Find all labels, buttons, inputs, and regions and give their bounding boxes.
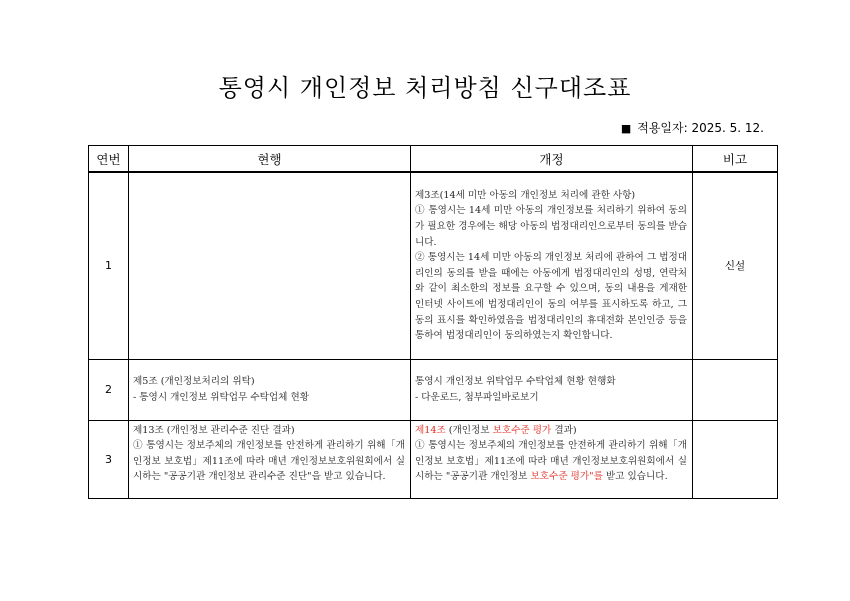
square-bullet-icon: ■ — [620, 122, 632, 135]
note-cell: 신설 — [693, 172, 778, 359]
comparison-table — [88, 145, 778, 499]
apply-date — [621, 119, 764, 136]
header-no: 연번 — [89, 146, 129, 173]
revised-line: 제3조(14세 미만 아동의 개인정보 처리에 관한 사항) — [415, 189, 636, 201]
current-cell — [129, 420, 411, 498]
table-row — [89, 420, 778, 498]
apply-date-text: 적용일자: 2025. 5. 12. — [637, 121, 764, 135]
row-no: 2 — [89, 359, 129, 420]
table-row — [89, 172, 778, 359]
revised-line: - 다운로드, 첨부파일바로보기 — [415, 391, 539, 403]
current-line: 제5조 (개인정보처리의 위탁) — [133, 375, 255, 387]
revised-line: 통영시 개인정보 위탁업무 수탁업체 현황 현행화 — [415, 375, 616, 387]
table-header-row — [89, 146, 778, 173]
row-no: 3 — [89, 420, 129, 498]
current-cell — [129, 172, 411, 359]
revised-cell — [411, 172, 693, 359]
current-cell — [129, 359, 411, 420]
current-line: - 통영시 개인정보 위탁업무 수탁업체 현황 — [133, 391, 310, 403]
revised-line: ② 통영시는 14세 미만 아동의 개인정보 처리에 관하여 그 법정대리인의 동의를 받을 때에는 아동에게 법정대리인의 성명, 연락처와 같이 최소한의 정보를 요구할 수 있으며, 동의 내용을 게재한 인터넷 사이트에 법정대리인이 동의 여부를 표시하도록 하고, 그 동의 표시를 확인하였음을 법정대리인의 휴대전화 본인인증 등을 통하여 법정대리인이 동의하였는지 확인합니다. — [415, 252, 687, 342]
note-cell — [693, 420, 778, 498]
row-no: 1 — [89, 172, 129, 359]
current-line: 제13조 (개인정보 관리수준 진단 결과) — [133, 424, 295, 436]
revised-line: 제14조 (개인정보 보호수준 평가 결과) — [415, 424, 577, 436]
header-current: 현행 — [129, 146, 411, 173]
revised-cell — [411, 359, 693, 420]
revised-line: ① 통영시는 정보주체의 개인정보를 안전하게 관리하기 위해「개인정보 보호법」제11조에 따라 매년 개인정보보호위원회에서 실시하는 "공공기관 개인정보 보호수준 평가"를 받고 있습니다. — [415, 440, 687, 483]
note-cell — [693, 359, 778, 420]
revised-cell — [411, 420, 693, 498]
current-line: ① 통영시는 정보주체의 개인정보를 안전하게 관리하기 위해「개인정보 보호법」제11조에 따라 매년 개인정보보호위원회에서 실시하는 "공공기관 개인정보 관리수준 진단"을 받고 있습니다. — [133, 440, 405, 483]
header-note: 비고 — [693, 146, 778, 173]
table-row — [89, 359, 778, 420]
revised-line: ① 통영시는 14세 미만 아동의 개인정보를 처리하기 위하여 동의가 필요한 경우에는 해당 아동의 법정대리인으로부터 동의를 받습니다. — [415, 205, 687, 248]
page-title: 통영시 개인정보 처리방침 신구대조표 — [218, 74, 632, 102]
header-revised: 개정 — [411, 146, 693, 173]
